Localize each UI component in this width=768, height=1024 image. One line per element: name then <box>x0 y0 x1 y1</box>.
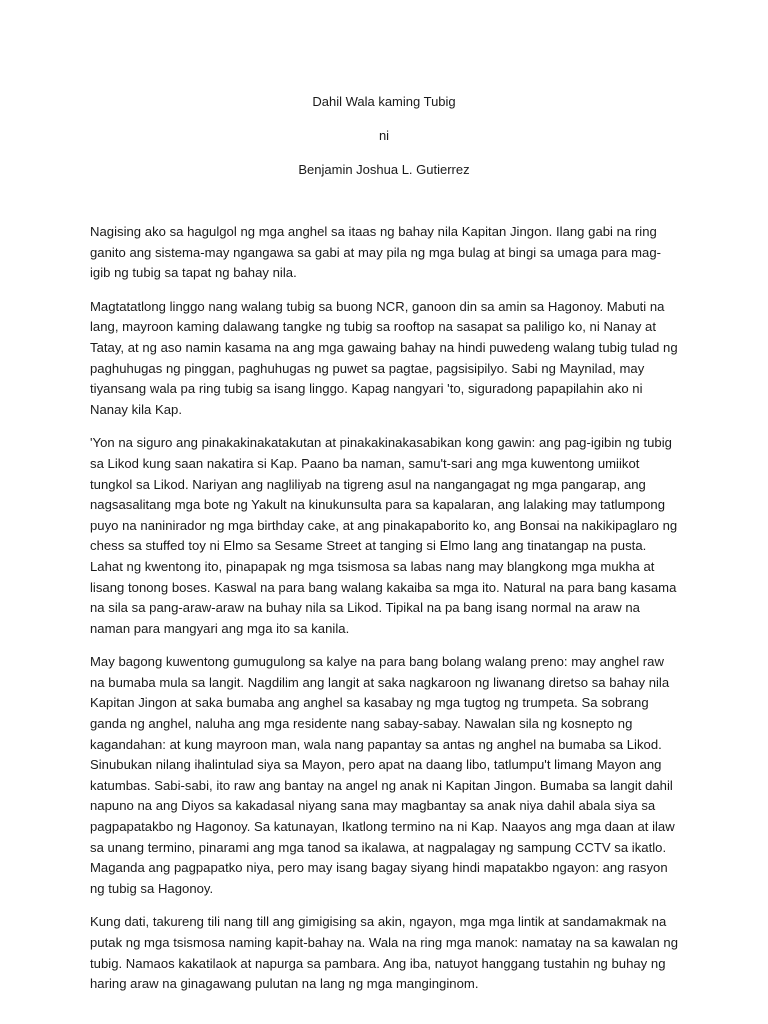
paragraph-3: 'Yon na siguro ang pinakakinakatakutan at pinakakinakasabikan kong gawin: ang pag-igibin ng tubig sa Likod kung saan nakatira si Kap. Paano ba naman, samu't-sari ang mga kuwentong umiikot tungkol sa Likod. Nariyan ang nagliliyab na tigreng asul na nangangagat ng mga pangarap, ang nagsasalitang mga bote ng Yakult na kinukunsulta para sa kapalaran, ang lalaking may tatlumpong puyo na naninirador ng mga birthday cake, at ang pinakapaborito ko, ang Bonsai na nakikipaglaro ng chess sa stuffed toy ni Elmo sa Sesame Street at tanging si Elmo lang ang tinatangap na pusta. Lahat ng kwentong ito, pinapapak ng mga tsismosa sa labas nang may blangkong mga mukha at lisang tonong boses. Kaswal na para bang walang kakaiba sa mga ito. Natural na para bang kasama na sila sa pang-araw-araw na buhay nila sa Likod. Tipikal na pa bang isang normal na araw na naman para mangyari ang mga ito sa kanila. <box>90 435 678 636</box>
document-byline: ni <box>378 128 390 143</box>
document-author: Benjamin Joshua L. Gutierrez <box>298 162 470 177</box>
document-header <box>0 92 768 180</box>
document-title: Dahil Wala kaming Tubig <box>312 94 456 109</box>
document-body <box>90 222 680 1008</box>
paragraph-5: Kung dati, takureng tili nang till ang gimigising sa akin, ngayon, mga mga lintik at sandamakmak na putak ng mga tsismosa naming kapit-bahay na. Wala na ring mga manok: namatay na sa kawalan ng tubig. Namaos kakatilaok at napurga sa pambara. Ang iba, natuyot hanggang tustahin ng buhay ng haring araw na ginagawang pulutan na lang ng mga manginginom. <box>90 914 679 992</box>
paragraph-4: May bagong kuwentong gumugulong sa kalye na para bang bolang walang preno: may anghel raw na bumaba mula sa langit. Nagdilim ang langit at saka nagkaroon ng liwanang diretso sa bahay nila Kapitan Jingon at saka bumaba ang anghel sa kasabay ng mga tugtog ng trumpeta. Sa sobrang ganda ng anghel, naluha ang mga residente nang sabay-sabay. Nawalan sila ng kosnepto ng kagandahan: at kung mayroon man, wala nang papantay sa antas ng anghel na bumaba sa Likod. Sinubukan nilang ihalintulad siya sa Mayon, pero apat na daang libo, tatlumpu't limang Mayon ang katumbas. Sabi-sabi, ito raw ang bantay na angel ng anak ni Kapitan Jingon. Bumaba sa langit dahil napuno na ang Diyos sa kakadasal niyang sana may magbantay sa anak niya dahil abala siya sa pagpapatakbo ng Hagonoy. Sa katunayan, Ikatlong termino na ni Kap. Naayos ang mga daan at ilaw sa unang termino, pinarami ang mga tanod sa ikalawa, at nagpalagay ng sampung CCTV sa ikatlo. Maganda ang pagpapatko niya, pero may isang bagay siyang hindi mapatakbo ngayon: ang rasyon ng tubig sa Hagonoy. <box>90 654 675 896</box>
paragraph-2: Magtatatlong linggo nang walang tubig sa buong NCR, ganoon din sa amin sa Hagonoy. Mabuti na lang, mayroon kaming dalawang tangke ng tubig sa rooftop na sasapat sa paliligo ko, ni Nanay at Tatay, at ng aso namin kasama na ang mga gawaing bahay na hindi puwedeng walang tubig tulad ng paghuhugas ng pinggan, paghuhugas ng puwet sa pagtae, pagsisipilyo. Sabi ng Maynilad, may tiyansang wala pa ring tubig sa isang linggo. Kapag nangyari 'to, siguradong papapilahin ako ni Nanay kila Kap. <box>90 298 678 417</box>
paragraph-1: Nagising ako sa hagulgol ng mga anghel sa itaas ng bahay nila Kapitan Jingon. Ilang gabi na ring ganito ang sistema-may ngangawa sa gabi at may pila ng mga bulag at bingi sa umaga para mag-igib ng tubig sa tapat ng bahay nila. <box>90 224 662 281</box>
